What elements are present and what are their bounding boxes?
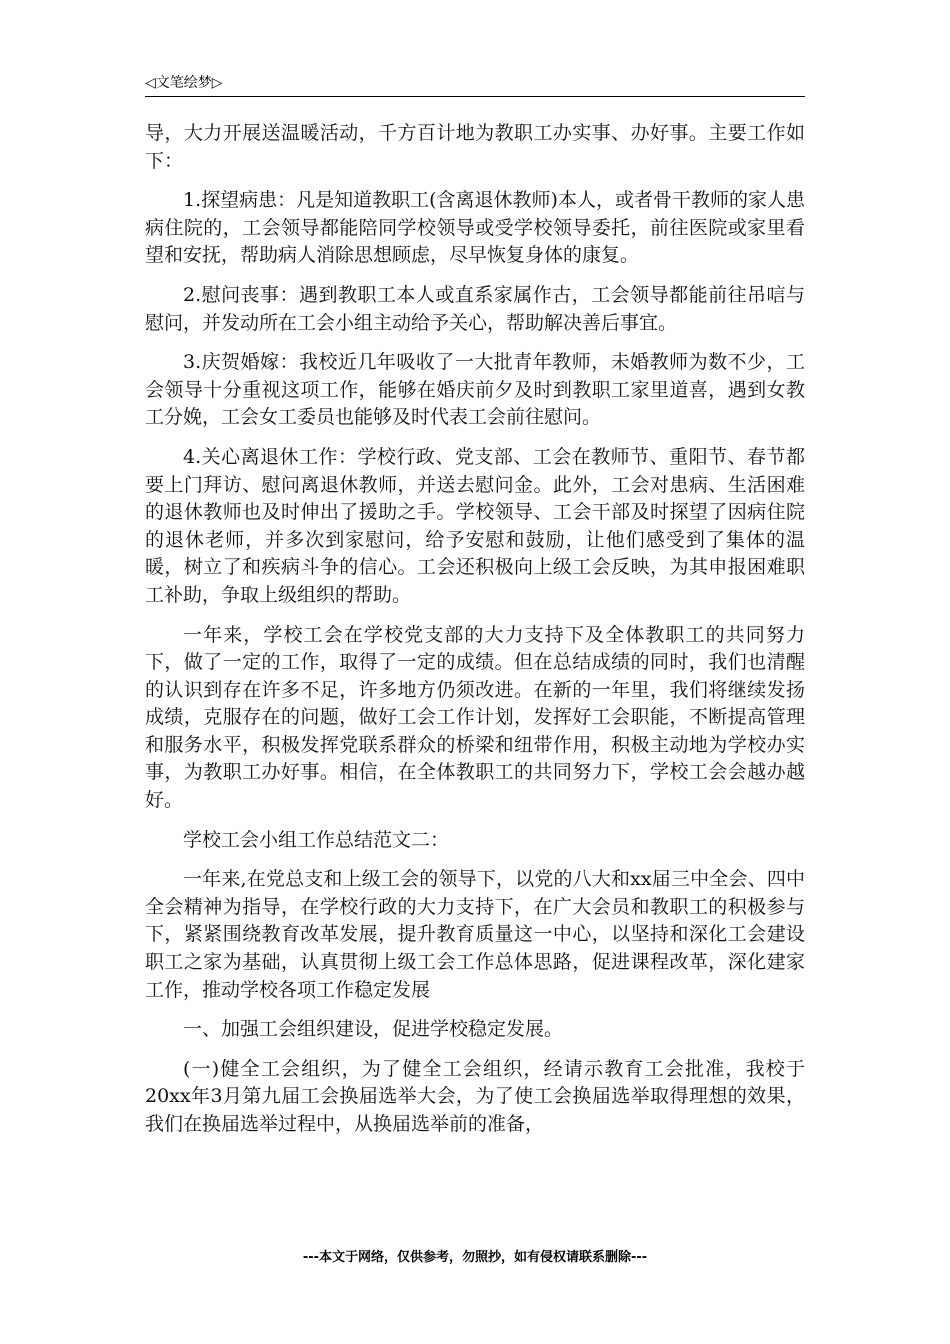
page-header: ◁文笔绘梦▷ (145, 75, 223, 91)
paragraph: 一年来，学校工会在学校党支部的大力支持下及全体教职工的共同努力下，做了一定的工作，取得了一定的成绩。但在总结成绩的同时，我们也清醒的认识到存在许多不足，许多地方仍须改进。在新的一年里，我们将继续发扬成绩，克服存在的问题，做好工会工作计划，发挥好工会职能，不断提高管理和服务水平，积极发挥党联系群众的桥梁和纽带作用，积极主动地为学校办实事，为教职工办好事。相信，在全体教职工的共同努力下，学校工会会越办越好。 (145, 623, 805, 812)
section-heading: 学校工会小组工作总结范文二： (183, 828, 450, 851)
paragraph: 4.关心离退休工作：学校行政、党支部、工会在教师节、重阳节、春节都要上门拜访、慰问离退休教师，并送去慰问金。此外，工会对患病、生活困难的退休教师也及时伸出了援助之手。学校领导、工会干部及时探望了因病住院的退休老师，并多次到家慰问，给予安慰和鼓励，让他们感受到了集体的温暖，树立了和疾病斗争的信心。工会还积极向上级工会反映，为其申报困难职工补助，争取上级组织的帮助。 (145, 445, 805, 606)
section-heading: 一、加强工会组织建设，促进学校稳定发展。 (183, 1018, 564, 1041)
header-divider (145, 96, 805, 97)
paragraph: 3.庆贺婚嫁：我校近几年吸收了一大批青年教师，未婚教师为数不少，工会领导十分重视这项工作，能够在婚庆前夕及时到教职工家里道喜，遇到女教工分娩，工会女工委员也能够及时代表工会前往慰问。 (145, 351, 805, 429)
paragraph: 一年来,在党总支和上级工会的领导下，以党的八大和xx届三中全会、四中全会精神为指导，在学校行政的大力支持下，在广大会员和教职工的积极参与下，紧紧围绕教育改革发展，提升教育质量这一中心，以坚持和深化工会建设职工之家为基础，认真贯彻上级工会工作总体思路，促进课程改革，深化建家工作，推动学校各项工作稳定发展 (145, 868, 805, 1001)
paragraph: 1.探望病患：凡是知道教职工(含离退休教师)本人，或者骨干教师的家人患病住院的，工会领导都能陪同学校领导或受学校领导委托，前往医院或家里看望和安抚，帮助病人消除思想顾虑，尽早恢复身体的康复。 (145, 189, 805, 267)
paragraph: 导，大力开展送温暖活动，千方百计地为教职工办实事、办好事。主要工作如下： (145, 122, 805, 172)
paragraph: (一)健全工会组织，为了健全工会组织，经请示教育工会批准，我校于20xx年3月第九届工会换届选举大会，为了使工会换届选举取得理想的效果，我们在换届选举过程中，从换届选举前的准备， (145, 1057, 805, 1135)
page-footer: ---本文于网络，仅供参考，勿照抄，如有侵权请联系删除--- (302, 1250, 648, 1265)
document-body (145, 120, 805, 1151)
paragraph: 2.慰问丧事：遇到教职工本人或直系家属作古，工会领导都能前往吊唁与慰问，并发动所在工会小组主动给予关心，帮助解决善后事宜。 (145, 283, 805, 334)
